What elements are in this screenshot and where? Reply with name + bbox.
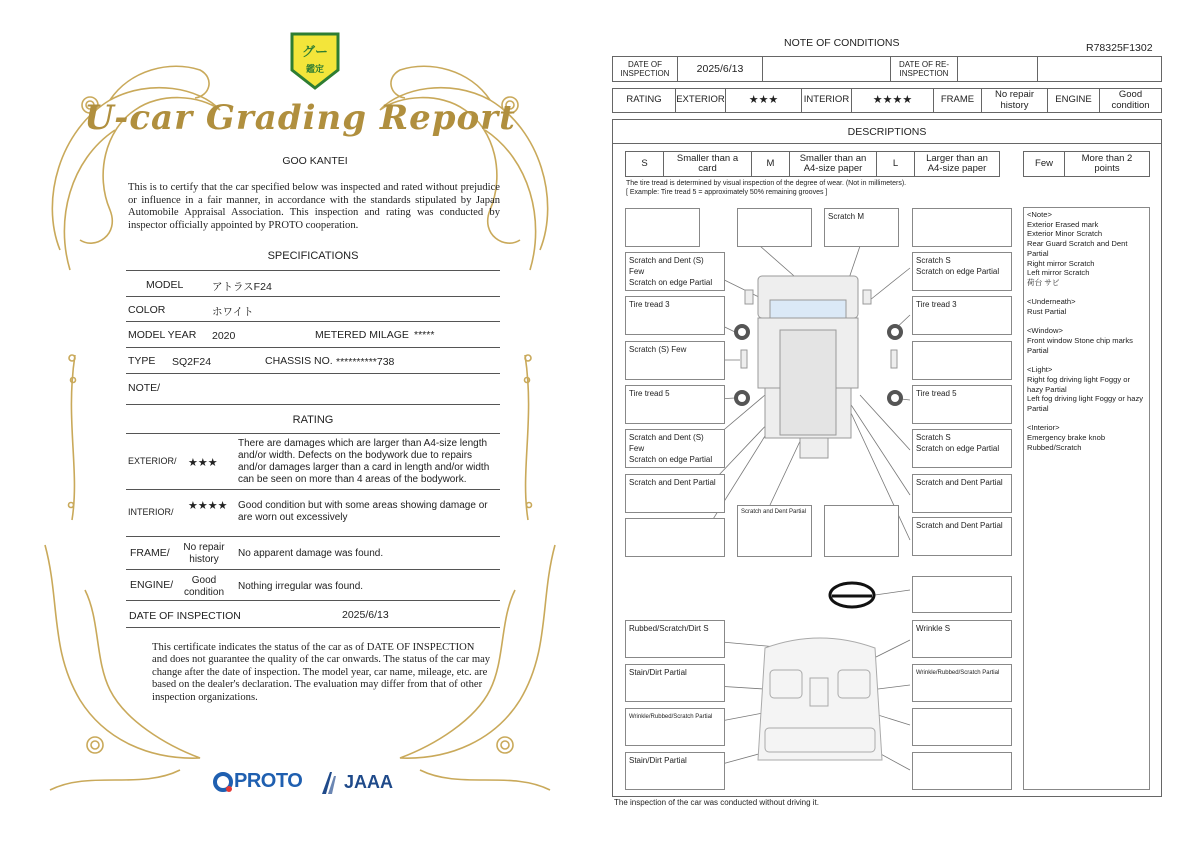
legend-text-s: Smaller than a card [663, 152, 751, 176]
certificate-disclaimer: This certificate indicates the status of the car as of DATE OF INSPECTION and does not guarantee the quality of the car onwards. The status of the car may change after the date of inspection. The model year, car name, mileage, etc. are based on the dealer's declaration. The evaluation may differ from that of other inspection organizations. [152, 642, 491, 703]
description-box [737, 208, 812, 247]
divider [126, 296, 500, 297]
description-box-left-door: Scratch (S) Few [625, 341, 725, 380]
description-box-left-rear: Scratch and Dent (S) Few Scratch on edge Partial [625, 429, 725, 468]
exterior-label: EXTERIOR/ [128, 456, 177, 466]
model-year-label: MODEL YEAR [128, 329, 197, 341]
description-box-right-rear: Scratch S Scratch on edge Partial [912, 429, 1012, 468]
date-of-inspection-value: 2025/6/13 [342, 609, 389, 621]
condition-notes [1023, 207, 1150, 790]
description-box-left-bed: Scratch and Dent Partial [625, 474, 725, 513]
divider [126, 569, 500, 570]
description-box-interior-seat-right: Wrinkle/Rubbed/Scratch Partial [912, 664, 1012, 702]
description-box-left-rear-tire: Tire tread 5 [625, 385, 725, 424]
few-text: More than 2 points [1064, 152, 1149, 176]
description-box-interior-rear: Stain/Dirt Partial [625, 752, 725, 790]
frame-value: No repair history [981, 89, 1047, 112]
engine-label: ENGINE/ [130, 579, 174, 591]
color-label: COLOR [128, 304, 166, 316]
date-of-inspection-label: DATE OF INSPECTION [129, 610, 241, 622]
description-box [824, 505, 899, 557]
interior-stars: ★★★★ [188, 500, 228, 512]
tire-note: The tire tread is determined by visual inspection of the degree of wear. (Not in millimeters). [626, 180, 907, 187]
jaaa-logo-mark [320, 770, 340, 796]
svg-text:グー: グー [301, 45, 329, 60]
note-of-conditions [600, 0, 1200, 848]
descriptions-heading: DESCRIPTIONS [612, 119, 1162, 144]
interior-label: INTERIOR/ [128, 507, 174, 517]
svg-text:鑑定: 鑑定 [305, 65, 325, 75]
type-label: TYPE [128, 355, 156, 367]
legend-code-s: S [641, 157, 648, 169]
date-of-reinspection-label: DATE OF RE-INSPECTION [890, 57, 957, 81]
chassis-value: **********738 [336, 356, 395, 368]
goo-kantei-logo [286, 30, 344, 92]
interior-label: INTERIOR [801, 89, 851, 112]
color-value: ホワイト [212, 306, 254, 318]
divider [126, 433, 500, 434]
specifications-heading: SPECIFICATIONS [267, 250, 359, 262]
description-box-steering [912, 576, 1012, 613]
description-box-right-rear-tire: Tire tread 5 [912, 385, 1012, 424]
frame-label: FRAME [933, 89, 981, 112]
tire-example: [ Example: Tire tread 5 = approximately 50% remaining grooves ] [626, 189, 828, 196]
frame-description: No apparent damage was found. [238, 548, 384, 559]
description-box-left-front: Scratch and Dent (S) Few Scratch on edge Partial [625, 252, 725, 291]
description-box-interior-seat-left: Stain/Dirt Partial [625, 664, 725, 702]
description-box-interior-front-left: Rubbed/Scratch/Dirt S [625, 620, 725, 658]
description-box [625, 208, 700, 247]
description-box-left-front-tire: Tire tread 3 [625, 296, 725, 335]
date-of-inspection-label: DATE OF INSPECTION [620, 60, 670, 78]
type-value: SQ2F24 [172, 356, 212, 368]
engine-value: Good condition [183, 575, 225, 598]
description-box [912, 208, 1012, 247]
description-box-front: Scratch M [824, 208, 899, 247]
description-box-interior-console: Wrinkle/Rubbed/Scratch Partial [625, 708, 725, 746]
divider [126, 536, 500, 537]
legend-text-l: Larger than an A4-size paper [914, 152, 999, 176]
exterior-description: There are damages which are larger than A4-size length and/or width. Defects on the bodywork due to repairs and/or damages larger than a card in length and/or width can be seen on more than 4 areas of the bodywork. [238, 438, 490, 485]
description-box [912, 752, 1012, 790]
model-year-value: 2020 [212, 330, 236, 342]
exterior-label: EXTERIOR [675, 89, 725, 112]
sheet-title: NOTE OF CONDITIONS [784, 37, 900, 49]
divider [126, 600, 500, 601]
description-box-rear-gate: Scratch and Dent Partial [737, 505, 812, 557]
divider [126, 270, 500, 271]
frame-label: FRAME/ [130, 547, 170, 559]
frame-value: No repair history [183, 542, 225, 565]
divider [126, 627, 500, 628]
engine-description: Nothing irregular was found. [238, 581, 364, 592]
divider [126, 404, 500, 405]
legend-code-m: M [751, 152, 789, 176]
report-title: U-car Grading Report [84, 98, 516, 138]
issuer-name: GOO KANTEI [282, 155, 348, 167]
exterior-stars: ★★★ [725, 89, 801, 112]
description-box [912, 341, 1012, 380]
description-box [625, 518, 725, 557]
note-label: NOTE/ [128, 382, 161, 394]
few-label: Few [1035, 157, 1053, 169]
steering-wheel-icon [830, 583, 874, 607]
engine-value: Good condition [1099, 89, 1161, 112]
rating-heading: RATING [292, 414, 334, 426]
description-box-rear-bumper: Scratch and Dent Partial [912, 517, 1012, 556]
description-box [912, 708, 1012, 746]
legend-code-l: L [876, 152, 914, 176]
proto-logo: PROTO [234, 770, 303, 792]
proto-logo-mark [212, 771, 234, 793]
exterior-stars: ★★★ [188, 457, 218, 469]
engine-label: ENGINE [1047, 89, 1099, 112]
legend-text-m: Smaller than an A4-size paper [789, 152, 876, 176]
rating-label: RATING [626, 94, 662, 106]
description-box-right-front: Scratch S Scratch on edge Partial [912, 252, 1012, 291]
jaaa-logo: JAAA [344, 772, 394, 792]
mileage-label: METERED MILAGE [315, 329, 409, 341]
reference-number: R78325F1302 [1086, 42, 1153, 54]
interior-stars: ★★★★ [851, 89, 933, 112]
model-label: MODEL [146, 279, 184, 291]
divider [126, 373, 500, 374]
date-of-inspection-value: 2025/6/13 [677, 57, 762, 81]
mileage-value: ***** [414, 329, 435, 341]
divider [126, 321, 500, 322]
certification-statement: This is to certify that the car specified below was inspected and rated without prejudice or influence in a fair manner, in accordance with the standards stipulated by Japan Automobile Appraisal Association. This inspection and rating was conducted by inspector officially appointed by PROTO cooperation. [128, 182, 500, 231]
interior-description: Good condition but with some areas showing damage or are worn out excessively [238, 500, 488, 523]
notes-text: <Note> Exterior Erased mark Exterior Minor Scratch Rear Guard Scratch and Dent Partial Right mirror Scratch Left mirror Scratch 荷台 サビ <Underneath> Rust Partial <Window> Front window Stone chip marks Partial <Light> Right fog driving light Foggy or hazy Partial Left fog driving light Foggy or hazy Partial <Interior> Emergency brake knob Rubbed/Scratch [1027, 210, 1144, 452]
description-box-interior-front-right: Wrinkle S [912, 620, 1012, 658]
divider [126, 489, 500, 490]
sheet-footer: The inspection of the car was conducted without driving it. [614, 798, 819, 807]
description-box-right-front-tire: Tire tread 3 [912, 296, 1012, 335]
model-value: アトラスF24 [212, 281, 272, 293]
chassis-label: CHASSIS NO. [265, 355, 333, 367]
description-box-right-bed: Scratch and Dent Partial [912, 474, 1012, 513]
divider [126, 347, 500, 348]
